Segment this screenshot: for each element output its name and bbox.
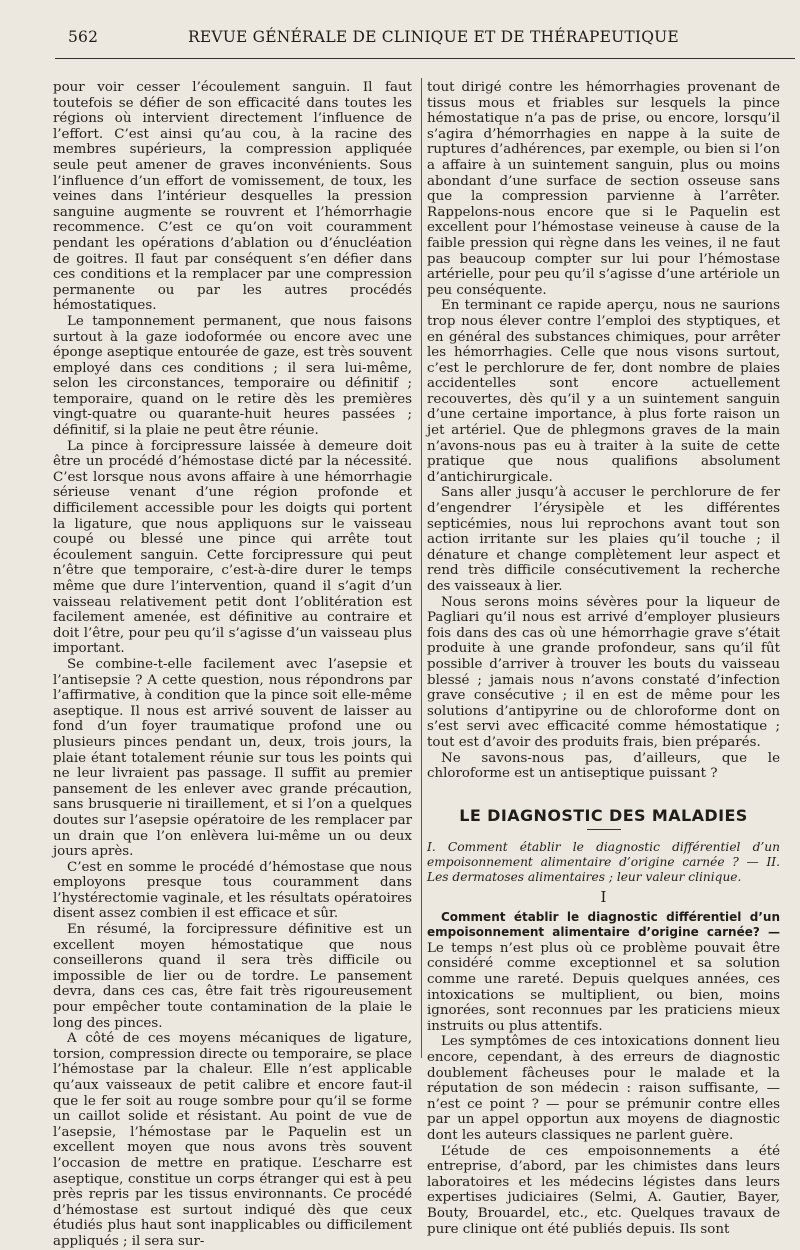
run-in-heading: Comment établir le diagnostic différentiel d’un empoisonnement alimentaire d’origine carnée? — bbox=[427, 909, 780, 940]
page-header bbox=[60, 28, 772, 50]
paragraph: La pince à forcipressure laissée à demeure doit être un procédé d’hémostase dicté par la nécessité. C’est lorsque nous avons affaire à une hémorrhagie sérieuse venant d’une région profonde et difficilement accessible pour les doigts qui portent la ligature, que nous appliquons sur le vaisseau coupé ou blessé une pince qui arrête tout écoulement sanguin. Cette forcipressure qui peut n’être que temporaire, c’est-à-dire durer le temps même que dure l’intervention, quand il s’agit d’un vaisseau relativement petit dont l’oblitération est facilement amenée, est définitive au contraire et doit l’être, pour peu qu’il s’agisse d’un vaisseau plus important. bbox=[53, 438, 412, 657]
page-number: 562 bbox=[68, 28, 99, 46]
paragraph: En terminant ce rapide aperçu, nous ne saurions trop nous élever contre l’emploi des styptiques, et en général des substances chimiques, pour arrêter les hémorrhagies. Celle que nous visons surtout, c’est le perchlorure de fer, dont nombre de plaies accidentelles sont encore actuellement recouvertes, dès qu’il y a un suintement sanguin d’une certaine importance, à plus forte raison un jet artériel. Que de phlegmons graves de la main n’avons-nous pas eu à traiter à la suite de cette pratique que nous qualifions absolument d’antichirurgicale. bbox=[427, 298, 780, 485]
summary-text: I. Comment établir le diagnostic différentiel d’un empoisonnement alimentaire d’origine carnée ? — II. Les dermatoses alimentaires ; leur valeur clinique. bbox=[427, 840, 780, 884]
paragraph: pour voir cesser l’écoulement sanguin. Il faut toutefois se défier de son efficacité dans toutes les régions où intervient directement l’influence de l’effort. C’est ainsi qu’au cou, à la racine des membres supérieurs, la compression appliquée seule peut amener de graves inconvénients. Sous l’influence d’un effort de vomissement, de toux, les veines dans l’intérieur desquelles la pression sanguine augmente se rouvrent et l’hémorrhagie recommence. C’est ce qu’on voit couramment pendant les opérations d’ablation ou d’énucléation de goitres. Il faut par conséquent s’en défier dans ces conditions et la remplacer par une compression permanente ou par les autres procédés hémostatiques. bbox=[53, 80, 412, 314]
title-rule bbox=[587, 829, 621, 830]
paragraph: Les symptômes de ces intoxications donnent lieu encore, cependant, à des erreurs de diagnostic doublement fâcheuses pour le malade et la réputation de son médecin : raison suffisante, — n’est ce point ? — pour se prémunir contre elles par un appel opportun aux moyens de diagnostic dont les auteurs classiques ne parlent guère. bbox=[427, 1034, 780, 1143]
roman-numeral: I bbox=[600, 888, 607, 907]
paragraph: Le tamponnement permanent, que nous faisons surtout à la gaze iodoformée ou encore avec une éponge aseptique entourée de gaze, est très souvent employé dans ces conditions ; il sera lui-même, selon les circonstances, temporaire ou définitif ; temporaire, quand on le retire dès les premières vingt-quatre ou quarante-huit heures passées ; définitif, si la plaie ne peut être réunie. bbox=[53, 313, 412, 439]
paragraph: tout dirigé contre les hémorrhagies provenant de tissus mous et friables sur lesquels la pince hémostatique n’a pas de prise, ou encore, lorsqu’il s’agira d’hémorrhagies en nappe à la suite de ruptures d’adhérences, par exemple, ou bien si l’on a affaire à un suintement sanguin, plus ou moins abondant d’une surface de section osseuse sans que la compression parvienne à l’arrêter. Rappelons-nous encore que si le Paquelin est excellent pour l’hémostase veineuse à cause de la faible pression qui règne dans les veines, il ne faut pas beaucoup compter sur lui pour l’hémostase artérielle, pour peu qu’il s’agisse d’une artériole un peu conséquente. bbox=[427, 80, 780, 298]
paragraph: L’étude de ces empoisonnements a été entreprise, d’abord, par les chimistes dans leurs laboratoires et les médecins légistes dans leurs expertises judiciaires (Selmi, A. Gautier, Bayer, Bouty, Brouardel, etc., etc. Quelques travaux de pure clinique ont été publiés depuis. Ils sont bbox=[427, 1143, 780, 1237]
paragraph: En résumé, la forcipressure définitive est un excellent moyen hémostatique que nous conseillerons quand il sera très difficile ou impossible de lier ou de tordre. Le pansement devra, dans ces cas, être fait très rigoureusement pour empêcher toute contamination de la plaie le long des pinces. bbox=[53, 922, 412, 1031]
paragraph: A côté de ces moyens mécaniques de ligature, torsion, compression directe ou temporaire, se place l’hémostase par la chaleur. Elle n’est applicable qu’aux vaisseaux de petit calibre et encore faut-il que le fer soit au rouge sombre pour qu’il se forme un caillot solide et résistant. Au point de vue de l’asepsie, l’hémostase par le Paquelin est un excellent moyen que nous avons très souvent l’occasion de mettre en pratique. L’escharre est aseptique, constitue un corps étranger qui est à peu près repris par les tissus environnants. Ce procédé d’hémostase est surtout indiqué dès que ceux étudiés plus haut sont inapplicables ou difficilement appliqués ; il sera sur- bbox=[53, 1031, 412, 1249]
column-divider bbox=[421, 78, 422, 1058]
paragraph-text: Le temps n’est plus où ce problème pouvait être considéré comme exceptionnel et sa solution comme une rareté. Depuis quelques années, ces intoxications se multiplient, ou bien, moins ignorées, sont reconnues par les praticiens mieux instruits ou plus attentifs. bbox=[427, 940, 780, 1034]
running-title: REVUE GÉNÉRALE DE CLINIQUE ET DE THÉRAPEUTIQUE bbox=[188, 28, 679, 46]
section-title: LE DIAGNOSTIC DES MALADIES bbox=[459, 805, 748, 825]
paragraph: Ne savons-nous pas, d’ailleurs, que le chloroforme est un antiseptique puissant ? bbox=[427, 750, 780, 782]
paragraph: Nous serons moins sévères pour la liqueur de Pagliari qu’il nous est arrivé d’employer plusieurs fois dans des cas où une hémorrhagie grave s’était produite à une grande profondeur, sans qu’il fût possible d’arriver à trouver les bouts du vaisseau blessé ; jamais nous n’avons constaté d’infection grave consécutive ; il en est de même pour les solutions d’antipyrine ou de chloroforme dont on s’est servi avec efficacité comme hémostatique ; tout est d’avoir des produits frais, bien préparés. bbox=[427, 594, 780, 750]
left-column bbox=[53, 80, 412, 1250]
paragraph: Se combine-t-elle facilement avec l’asepsie et l’antisepsie ? A cette question, nous répondrons par l’affirmative, à condition que la pince soit elle-même aseptique. Il nous est arrivé souvent de laisser au fond d’un foyer traumatique profond une ou plusieurs pinces pendant un, deux, trois jours, la plaie étant totalement réunie sur tous les points qui ne leur livraient pas passage. Il suffit au premier pansement de les enlever avec grande précaution, sans brusquerie ni tiraillement, et si l’on a quelques doutes sur l’asepsie opératoire de les remplacer par un drain que l’on enlèvera lui-même un ou deux jours après. bbox=[53, 656, 412, 860]
paragraph: C’est en somme le procédé d’hémostase que nous employons presque tous couramment dans l’hystérectomie vaginale, et les résultats opératoires disent assez combien il est efficace et sûr. bbox=[53, 859, 412, 922]
paragraph bbox=[427, 910, 780, 1035]
right-column bbox=[427, 80, 780, 1237]
section-summary bbox=[427, 840, 780, 884]
header-rule bbox=[55, 58, 795, 59]
paragraph: Sans aller jusqu’à accuser le perchlorure de fer d’engendrer l’érysipèle et les différentes septicémies, nous lui reprochons avant tout son action irritante sur les plaies qu’il touche ; il dénature et change complètement leur aspect et rend très difficile consécutivement la recherche des vaisseaux à lier. bbox=[427, 485, 780, 594]
